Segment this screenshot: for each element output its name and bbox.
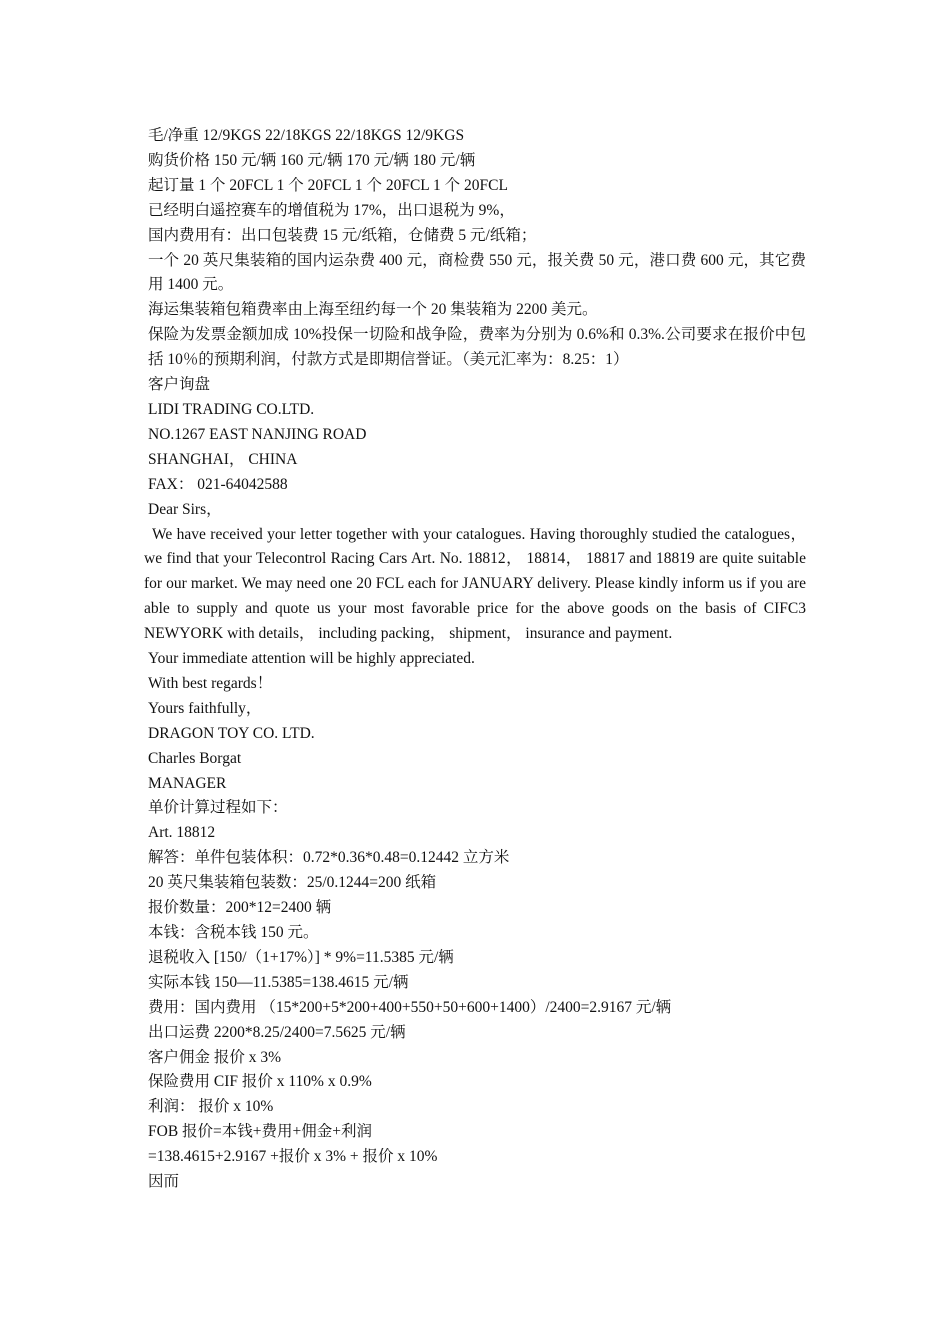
salutation: Dear Sirs， [148, 500, 222, 518]
insurance-paragraph: 保险为发票金额加成 10%投保一切险和战争险，费率为分别为 0.6%和 0.3%.公司要求在报价中包括 10％的预期利润，付款方式是即期信誉证。（美元汇率为：8.25：1） [148, 326, 806, 369]
calc-cartons-line: 20 英尺集装箱包装数：25/0.1244=200 纸箱 [148, 874, 437, 892]
sender-title: MANAGER [148, 774, 227, 792]
calc-actual-cost-line: 实际本钱 150—11.5385=138.4615 元/辆 [148, 973, 409, 991]
calc-heading: 单价计算过程如下： [148, 799, 288, 817]
minimum-order-line: 起订量 1 个 20FCL 1 个 20FCL 1 个 20FCL 1 个 20FCL [148, 176, 508, 194]
article-number: Art. 18812 [148, 824, 216, 842]
container-fees-paragraph: 一个 20 英尺集装箱的国内运杂费 400 元，商检费 550 元，报关费 50 元，港口费 600 元，其它费用 1400 元。 [148, 251, 806, 294]
letter-body-paragraph: We have received your letter together with your catalogues. Having thoroughly studied the catalogues， we find that your Telecontrol Racing Cars Art. No. 18812， 18814， 18817 and 18819 are quite suitable for our market. We may need one 20 FCL each for JANUARY delivery. Please kindly inform us if you are able to supply and quote us your most favorable price for the above goods on the basis of CIFC3 NEWYORK with details， including packing， shipment， insurance and payment. [144, 525, 806, 643]
address-street: NO.1267 EAST NANJING ROAD [148, 425, 367, 443]
calc-cost-line: 本钱：含税本钱 150 元。 [148, 924, 319, 941]
calc-volume-line: 解答：单件包装体积：0.72*0.36*0.48=0.12442 立方米 [148, 849, 510, 867]
calc-freight-line: 出口运费 2200*8.25/2400=7.5625 元/辆 [148, 1023, 406, 1041]
ocean-freight-line: 海运集装箱包箱费率由上海至纽约每一个 20 集装箱为 2200 美元。 [148, 301, 598, 319]
company-name: LIDI TRADING CO.LTD. [148, 400, 315, 418]
calc-commission-line: 客户佣金 报价 x 3% [148, 1048, 282, 1066]
address-city: SHANGHAI， CHINA [148, 450, 298, 468]
domestic-fees-line: 国内费用有：出口包装费 15 元/纸箱，仓储费 5 元/纸箱； [148, 226, 537, 244]
calc-therefore-line: 因而 [148, 1173, 180, 1191]
customer-inquiry-heading: 客户询盘 [148, 376, 211, 394]
gross-net-weight-line: 毛/净重 12/9KGS 22/18KGS 22/18KGS 12/9KGS [148, 127, 465, 144]
purchase-price-line: 购货价格 150 元/辆 160 元/辆 170 元/辆 180 元/辆 [148, 151, 476, 169]
calc-domestic-fee-line: 费用：国内费用 （15*200+5*200+400+550+50+600+1400）/2400=2.9167 元/辆 [148, 998, 672, 1016]
sender-name: Charles Borgat [148, 749, 242, 767]
calc-quantity-line: 报价数量：200*12=2400 辆 [148, 899, 332, 917]
yours-faithfully-line: Yours faithfully， [148, 699, 262, 717]
document-page [144, 124, 806, 1195]
calc-profit-line: 利润： 报价 x 10% [148, 1098, 274, 1116]
sender-company: DRAGON TOY CO. LTD. [148, 724, 315, 742]
closing-attention-line: Your immediate attention will be highly appreciated. [148, 650, 475, 668]
calc-rebate-line: 退税收入 [150/（1+17%）] * 9%=11.5385 元/辆 [148, 948, 454, 966]
fax-number: FAX： 021-64042588 [148, 475, 288, 493]
vat-rebate-line: 已经明白遥控赛车的增值税为 17%，出口退税为 9%， [148, 201, 515, 219]
calc-fob-expansion-line: =138.4615+2.9167 +报价 x 3% + 报价 x 10% [148, 1148, 438, 1166]
calc-fob-formula-line: FOB 报价=本钱+费用+佣金+利润 [148, 1123, 372, 1141]
calc-insurance-line: 保险费用 CIF 报价 x 110% x 0.9% [148, 1073, 372, 1091]
regards-line: With best regards！ [148, 674, 273, 692]
